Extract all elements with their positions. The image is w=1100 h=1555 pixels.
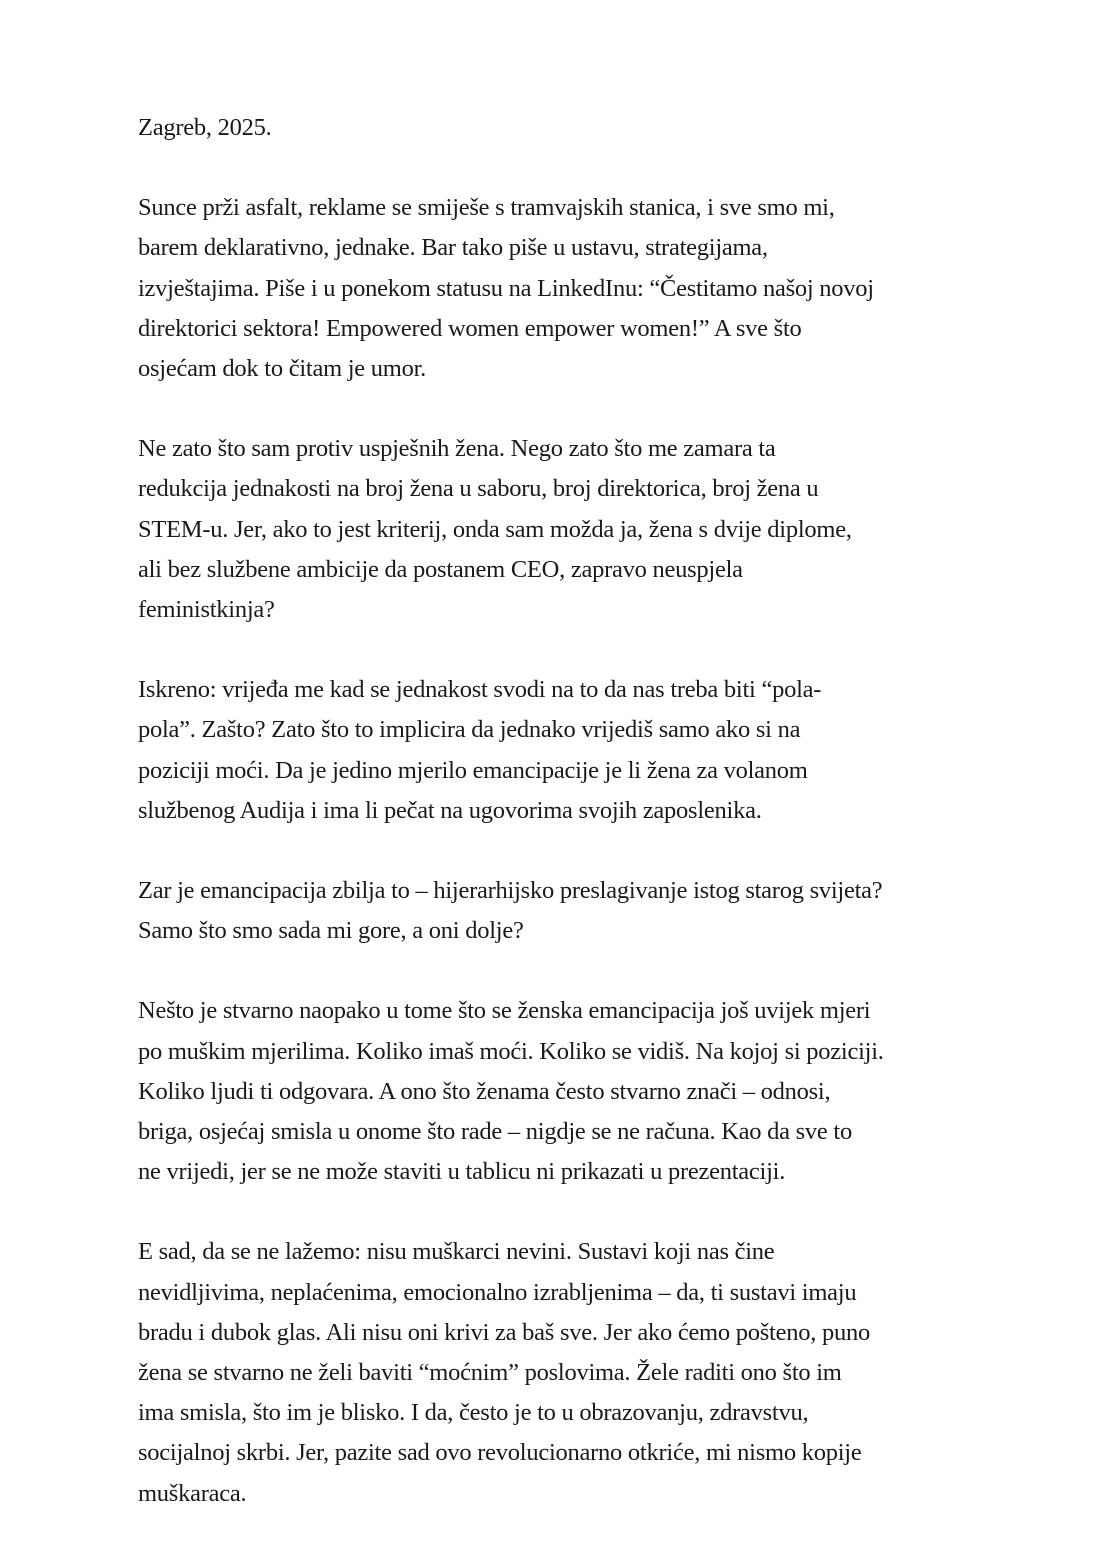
dateline-text: Zagreb, 2025.	[138, 114, 272, 141]
paragraph-line: pola”. Zašto? Zato što to implicira da jednako vrijediš samo ako si na	[138, 716, 801, 744]
paragraph-line: ima smisla, što im je blisko. I da, često je to u obrazovanju, zdravstvu,	[138, 1399, 809, 1427]
document-body	[138, 188, 1018, 1514]
paragraph	[138, 670, 1018, 831]
paragraph-line: Sunce prži asfalt, reklame se smiješe s tramvajskih stanica, i sve smo mi,	[138, 194, 835, 222]
paragraph-line: osjećam dok to čitam je umor.	[138, 355, 427, 383]
paragraph	[138, 188, 1018, 389]
paragraph-line: službenog Audija i ima li pečat na ugovorima svojih zaposlenika.	[138, 796, 762, 824]
paragraph-line: po muškim mjerilima. Koliko imaš moći. Koliko se vidiš. Na kojoj si poziciji.	[138, 1037, 884, 1065]
paragraph-line: socijalnoj skrbi. Jer, pazite sad ovo revolucionarno otkriće, mi nismo kopije	[138, 1439, 862, 1467]
paragraph	[138, 991, 1018, 1192]
paragraph-line: redukcija jednakosti na broj žena u saboru, broj direktorica, broj žena u	[138, 475, 819, 503]
paragraph-line: Iskreno: vrijeđa me kad se jednakost svodi na to da nas treba biti “pola-	[138, 676, 822, 704]
paragraph-line: Nešto je stvarno naopako u tome što se ženska emancipacija još uvijek mjeri	[138, 997, 871, 1025]
paragraph-line: ne vrijedi, jer se ne može staviti u tablicu ni prikazati u prezentaciji.	[138, 1158, 786, 1186]
paragraph-line: bradu i dubok glas. Ali nisu oni krivi za baš sve. Jer ako ćemo pošteno, puno	[138, 1318, 870, 1346]
paragraph-line: barem deklarativno, jednake. Bar tako piše u ustavu, strategijama,	[138, 234, 768, 262]
paragraph-line: Koliko ljudi ti odgovara. A ono što ženama često stvarno znači – odnosi,	[138, 1077, 831, 1105]
paragraph-line: feministkinja?	[138, 596, 275, 624]
paragraph-line: ali bez službene ambicije da postanem CEO, zapravo neuspjela	[138, 555, 743, 583]
dateline	[138, 108, 1018, 148]
paragraph	[138, 1232, 1018, 1513]
paragraph-line: Zar je emancipacija zbilja to – hijerarhijsko preslagivanje istog starog svijeta?	[138, 877, 883, 905]
document-page	[138, 108, 1018, 1554]
paragraph-line: Ne zato što sam protiv uspješnih žena. Nego zato što me zamara ta	[138, 435, 776, 463]
paragraph-line: E sad, da se ne lažemo: nisu muškarci nevini. Sustavi koji nas čine	[138, 1238, 775, 1266]
paragraph-line: žena se stvarno ne želi baviti “moćnim” poslovima. Žele raditi ono što im	[138, 1359, 842, 1387]
paragraph	[138, 429, 1018, 630]
paragraph-line: muškaraca.	[138, 1479, 247, 1507]
paragraph-line: poziciji moći. Da je jedino mjerilo emancipacije je li žena za volanom	[138, 756, 808, 784]
paragraph-line: direktorici sektora! Empowered women empower women!” A sve što	[138, 314, 802, 342]
paragraph-line: Samo što smo sada mi gore, a oni dolje?	[138, 917, 524, 945]
paragraph-line: nevidljivima, neplaćenima, emocionalno izrabljenima – da, ti sustavi imaju	[138, 1278, 857, 1306]
paragraph-line: STEM-u. Jer, ako to jest kriterij, onda sam možda ja, žena s dvije diplome,	[138, 515, 852, 543]
paragraph	[138, 871, 1018, 951]
paragraph-line: briga, osjećaj smisla u onome što rade – nigdje se ne računa. Kao da sve to	[138, 1118, 852, 1146]
paragraph-line: izvještajima. Piše i u ponekom statusu na LinkedInu: “Čestitamo našoj novoj	[138, 274, 874, 302]
